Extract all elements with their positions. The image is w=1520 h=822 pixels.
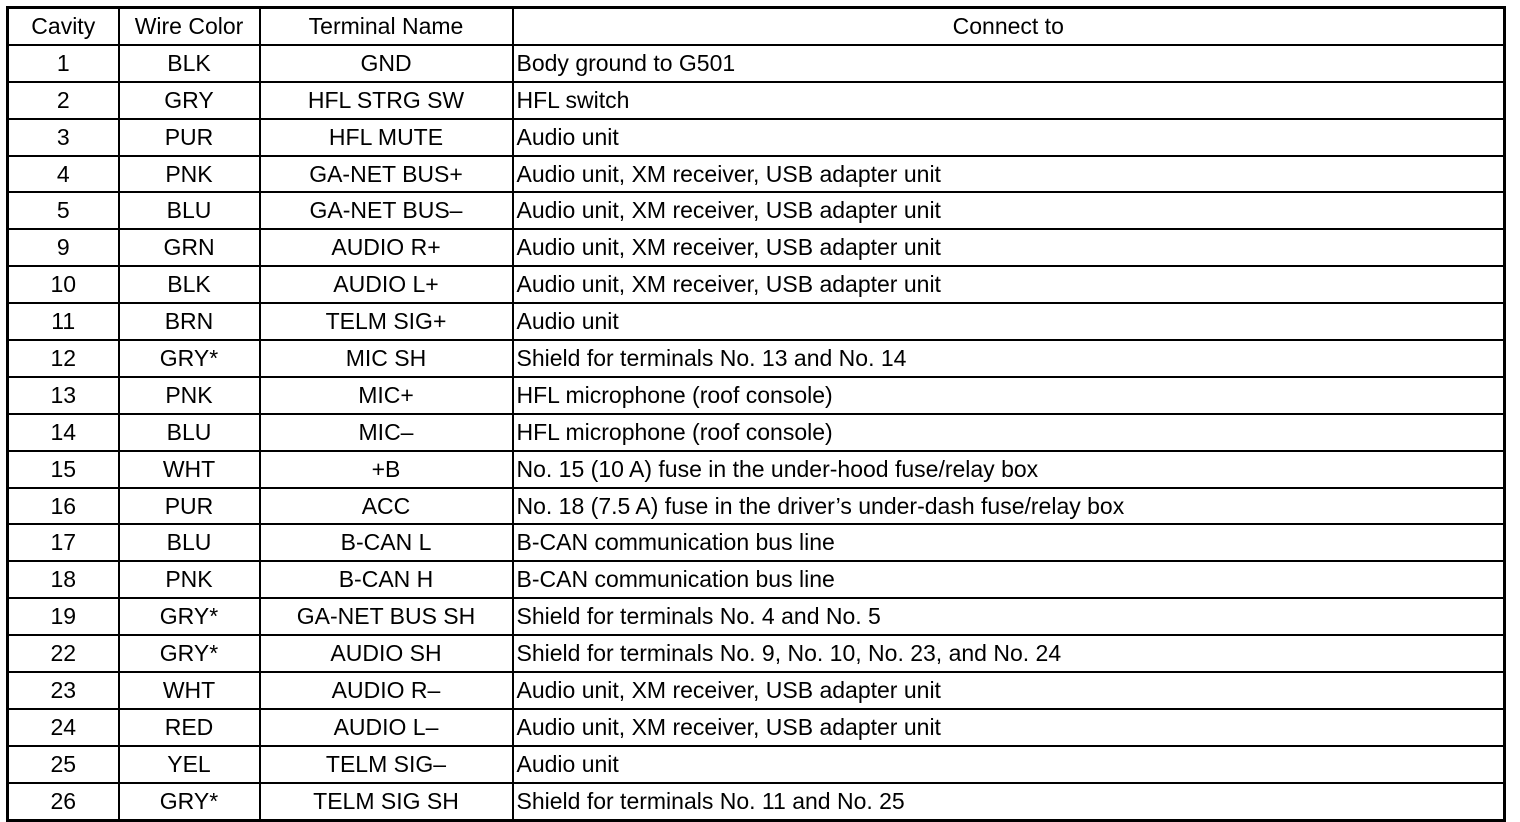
header-wire-color: Wire Color [119,8,260,45]
table-row [8,229,1505,266]
cavity-cell: 25 [8,746,119,783]
table-row [8,377,1505,414]
table-body [8,45,1505,820]
cavity-cell: 5 [8,192,119,229]
table-row [8,635,1505,672]
table-row [8,524,1505,561]
connect-to-cell: Audio unit [513,119,1505,156]
terminal-name-cell: ACC [260,488,513,525]
connect-to-cell: Shield for terminals No. 9, No. 10, No. 23, and No. 24 [513,635,1505,672]
wire-color-cell: PNK [119,561,260,598]
cavity-cell: 14 [8,414,119,451]
cavity-cell: 12 [8,340,119,377]
wire-color-cell: GRY* [119,598,260,635]
wire-color-cell: BLK [119,45,260,82]
table-row [8,340,1505,377]
terminal-name-cell: GND [260,45,513,82]
wire-color-cell: GRY* [119,340,260,377]
terminal-name-cell: AUDIO R+ [260,229,513,266]
terminal-name-cell: AUDIO L+ [260,266,513,303]
header-terminal-name: Terminal Name [260,8,513,45]
wire-color-cell: PUR [119,488,260,525]
cavity-cell: 18 [8,561,119,598]
connect-to-cell: HFL microphone (roof console) [513,377,1505,414]
cavity-cell: 22 [8,635,119,672]
wire-color-cell: BLK [119,266,260,303]
connect-to-cell: Audio unit [513,303,1505,340]
terminal-name-cell: B-CAN H [260,561,513,598]
cavity-cell: 13 [8,377,119,414]
wire-color-cell: BLU [119,414,260,451]
wire-color-cell: GRN [119,229,260,266]
connect-to-cell: B-CAN communication bus line [513,561,1505,598]
connect-to-cell: HFL switch [513,82,1505,119]
cavity-cell: 24 [8,709,119,746]
cavity-cell: 10 [8,266,119,303]
cavity-cell: 26 [8,783,119,820]
connect-to-cell: Shield for terminals No. 13 and No. 14 [513,340,1505,377]
cavity-cell: 16 [8,488,119,525]
cavity-cell: 17 [8,524,119,561]
wire-color-cell: WHT [119,672,260,709]
cavity-cell: 3 [8,119,119,156]
connect-to-cell: Shield for terminals No. 4 and No. 5 [513,598,1505,635]
connect-to-cell: HFL microphone (roof console) [513,414,1505,451]
connect-to-cell: Audio unit [513,746,1505,783]
terminal-name-cell: GA-NET BUS SH [260,598,513,635]
connector-table-container [6,6,1506,822]
table-row [8,192,1505,229]
connect-to-cell: Body ground to G501 [513,45,1505,82]
cavity-cell: 23 [8,672,119,709]
table-row [8,488,1505,525]
wire-color-cell: YEL [119,746,260,783]
terminal-name-cell: GA-NET BUS+ [260,156,513,193]
cavity-cell: 11 [8,303,119,340]
table-row [8,156,1505,193]
terminal-name-cell: +B [260,451,513,488]
table-row [8,266,1505,303]
terminal-name-cell: B-CAN L [260,524,513,561]
cavity-cell: 15 [8,451,119,488]
header-connect-to: Connect to [513,8,1505,45]
table-row [8,303,1505,340]
terminal-name-cell: AUDIO L– [260,709,513,746]
terminal-name-cell: AUDIO R– [260,672,513,709]
wire-color-cell: GRY [119,82,260,119]
terminal-name-cell: HFL MUTE [260,119,513,156]
table-row [8,82,1505,119]
connect-to-cell: Audio unit, XM receiver, USB adapter unit [513,229,1505,266]
wire-color-cell: BLU [119,192,260,229]
wire-color-cell: PUR [119,119,260,156]
terminal-name-cell: TELM SIG SH [260,783,513,820]
wire-color-cell: WHT [119,451,260,488]
cavity-cell: 4 [8,156,119,193]
table-header [8,8,1505,45]
table-row [8,119,1505,156]
wire-color-cell: PNK [119,377,260,414]
cavity-cell: 19 [8,598,119,635]
connect-to-cell: Audio unit, XM receiver, USB adapter unit [513,266,1505,303]
connect-to-cell: No. 15 (10 A) fuse in the under-hood fuse/relay box [513,451,1505,488]
terminal-name-cell: TELM SIG– [260,746,513,783]
terminal-name-cell: HFL STRG SW [260,82,513,119]
connect-to-cell: B-CAN communication bus line [513,524,1505,561]
cavity-cell: 2 [8,82,119,119]
table-row [8,598,1505,635]
connect-to-cell: Audio unit, XM receiver, USB adapter unit [513,192,1505,229]
terminal-name-cell: MIC– [260,414,513,451]
connect-to-cell: No. 18 (7.5 A) fuse in the driver’s under-dash fuse/relay box [513,488,1505,525]
connect-to-cell: Audio unit, XM receiver, USB adapter unit [513,156,1505,193]
terminal-name-cell: TELM SIG+ [260,303,513,340]
table-row [8,414,1505,451]
wire-color-cell: RED [119,709,260,746]
wire-color-cell: BRN [119,303,260,340]
table-row [8,783,1505,820]
connect-to-cell: Audio unit, XM receiver, USB adapter unit [513,709,1505,746]
connect-to-cell: Shield for terminals No. 11 and No. 25 [513,783,1505,820]
table-row [8,672,1505,709]
table-row [8,746,1505,783]
wire-color-cell: PNK [119,156,260,193]
terminal-name-cell: MIC+ [260,377,513,414]
terminal-name-cell: AUDIO SH [260,635,513,672]
table-row [8,45,1505,82]
header-cavity: Cavity [8,8,119,45]
wire-color-cell: BLU [119,524,260,561]
header-row [8,8,1505,45]
connector-pinout-table [6,6,1506,822]
terminal-name-cell: GA-NET BUS– [260,192,513,229]
cavity-cell: 1 [8,45,119,82]
table-row [8,561,1505,598]
wire-color-cell: GRY* [119,783,260,820]
connect-to-cell: Audio unit, XM receiver, USB adapter unit [513,672,1505,709]
cavity-cell: 9 [8,229,119,266]
table-row [8,709,1505,746]
wire-color-cell: GRY* [119,635,260,672]
terminal-name-cell: MIC SH [260,340,513,377]
table-row [8,451,1505,488]
